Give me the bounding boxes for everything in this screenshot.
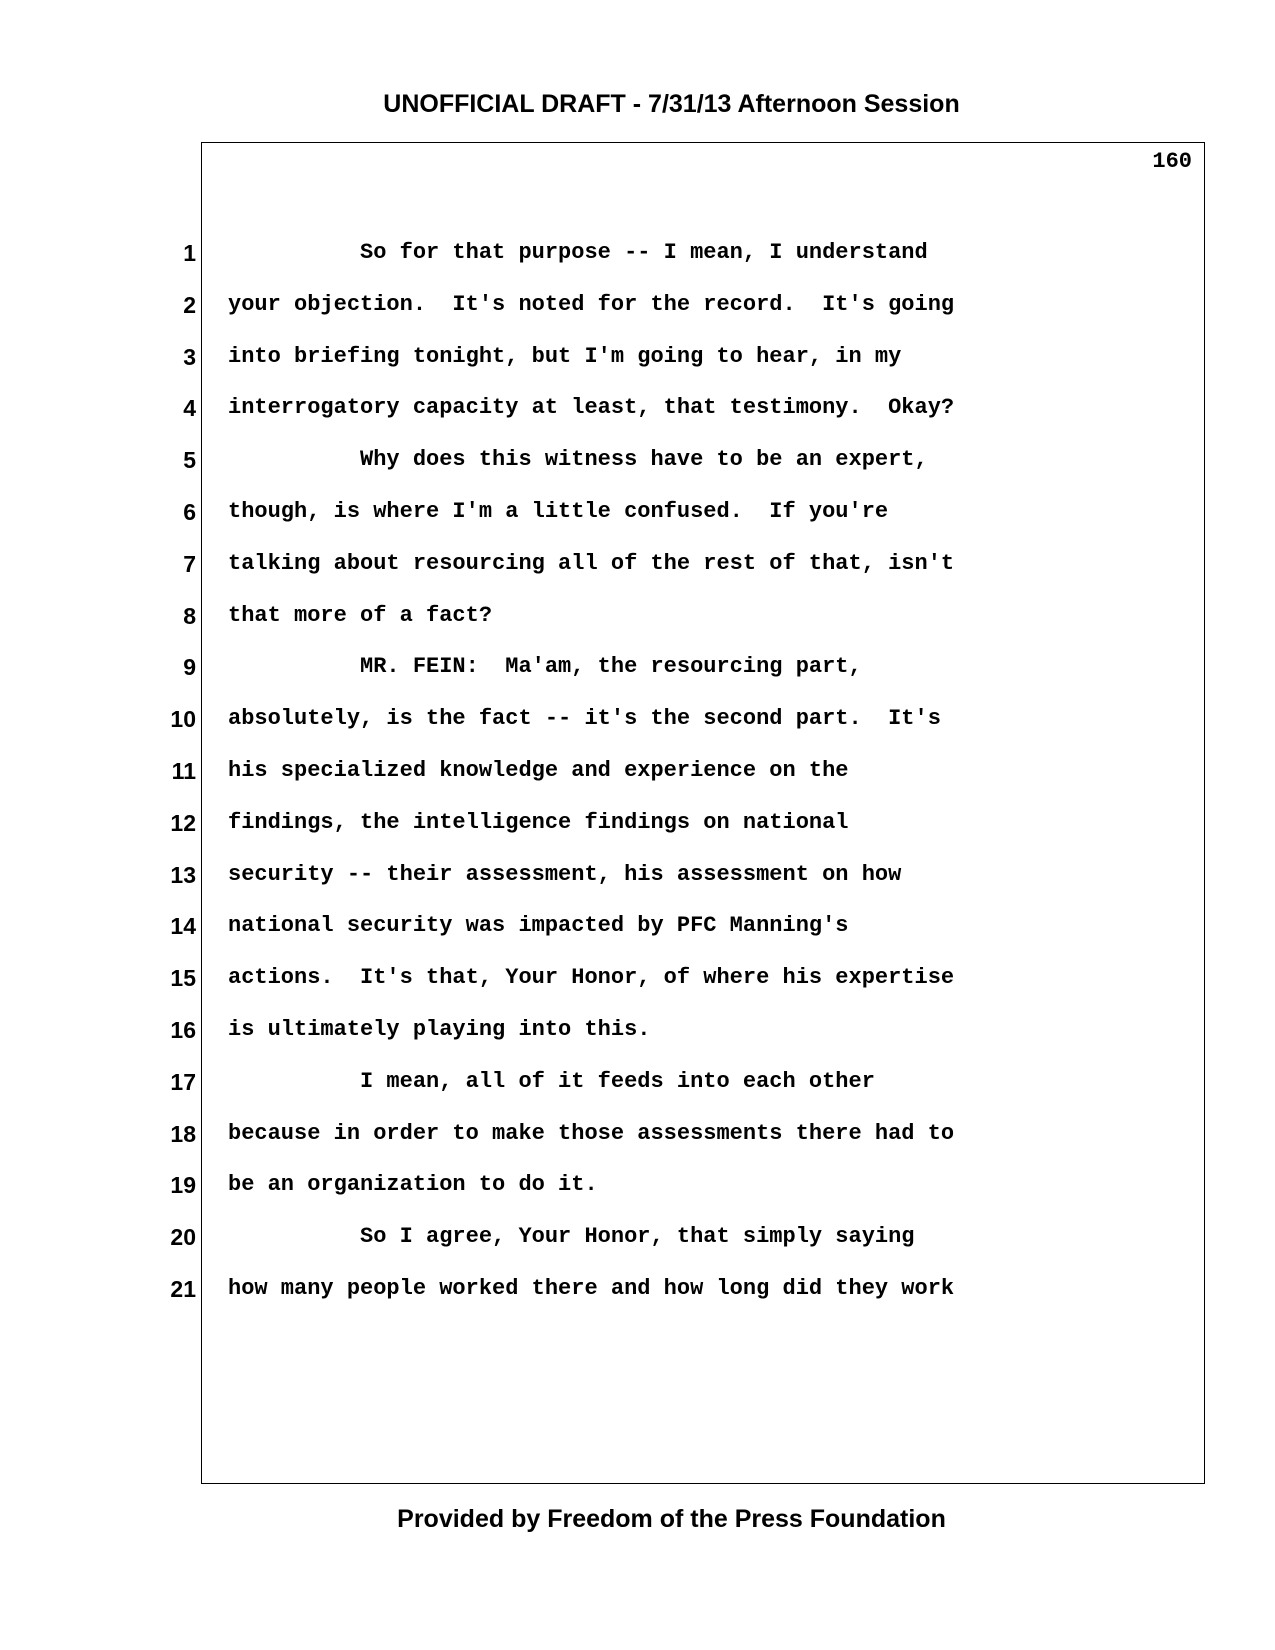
line-text: because in order to make those assessments there had to [228,1120,955,1146]
line-number: 6 [183,498,196,525]
line-text: your objection. It's noted for the record. It's going [228,291,955,317]
transcript-line [0,963,1275,1015]
line-number: 19 [170,1172,196,1199]
line-text: how many people worked there and how long did they work [228,1275,955,1301]
transcript-line [0,1015,1275,1067]
transcript-line [0,290,1275,342]
transcript-line [0,1222,1275,1274]
transcript-line [0,1067,1275,1119]
transcript-line [0,497,1275,549]
line-number: 18 [170,1120,196,1147]
line-text: be an organization to do it. [228,1172,598,1198]
line-number: 3 [183,343,196,370]
line-text: that more of a fact? [228,602,493,628]
transcript-line [0,549,1275,601]
line-number: 5 [183,447,196,474]
line-number: 21 [170,1275,196,1302]
line-text: talking about resourcing all of the rest of that, isn't [228,550,955,576]
line-number: 4 [183,395,196,422]
transcript-line [0,808,1275,860]
transcript-line [0,342,1275,394]
line-text: into briefing tonight, but I'm going to hear, in my [228,343,902,369]
line-number: 16 [170,1016,196,1043]
line-text: So for that purpose -- I mean, I understand [228,240,928,265]
line-number: 17 [170,1068,196,1095]
transcript-line [0,756,1275,808]
line-number: 11 [171,757,196,784]
line-number: 1 [183,240,196,266]
line-text: security -- their assessment, his assessment on how [228,861,902,887]
page-number: 160 [1152,149,1192,174]
line-number: 14 [170,913,196,940]
line-number: 13 [170,861,196,888]
line-text: MR. FEIN: Ma'am, the resourcing part, [228,654,862,680]
transcript-line [0,1170,1275,1222]
line-number: 9 [183,654,196,681]
line-number: 12 [170,809,196,836]
transcript-line [0,704,1275,756]
page-footer: Provided by Freedom of the Press Foundation [397,1505,946,1533]
line-text: interrogatory capacity at least, that testimony. Okay? [228,395,955,421]
transcript-line [0,860,1275,912]
line-number: 7 [183,550,196,577]
transcript-line [0,1119,1275,1171]
transcript-line [0,393,1275,445]
line-text: absolutely, is the fact -- it's the second part. It's [228,706,941,732]
line-number: 15 [170,965,196,992]
line-text: So I agree, Your Honor, that simply saying [228,1224,915,1250]
line-number: 10 [170,706,196,733]
line-number: 8 [183,602,196,629]
transcript-line [0,1274,1275,1326]
transcript-line [0,652,1275,704]
line-text: actions. It's that, Your Honor, of where his expertise [228,965,955,991]
transcript-line [0,238,1275,290]
page-header-title: UNOFFICIAL DRAFT - 7/31/13 Afternoon Session [383,90,960,118]
line-text: I mean, all of it feeds into each other [228,1068,875,1094]
line-number: 2 [183,291,196,318]
transcript-line [0,911,1275,963]
line-text: is ultimately playing into this. [228,1016,651,1042]
line-number: 20 [170,1224,196,1251]
line-text: though, is where I'm a little confused. If you're [228,498,889,524]
line-text: national security was impacted by PFC Manning's [228,913,849,939]
line-text: his specialized knowledge and experience on the [228,757,849,783]
transcript-line [0,601,1275,653]
transcript-line [0,445,1275,497]
line-text: Why does this witness have to be an expert, [228,447,928,473]
line-text: findings, the intelligence findings on national [228,809,849,835]
transcript-lines [0,238,1275,1326]
